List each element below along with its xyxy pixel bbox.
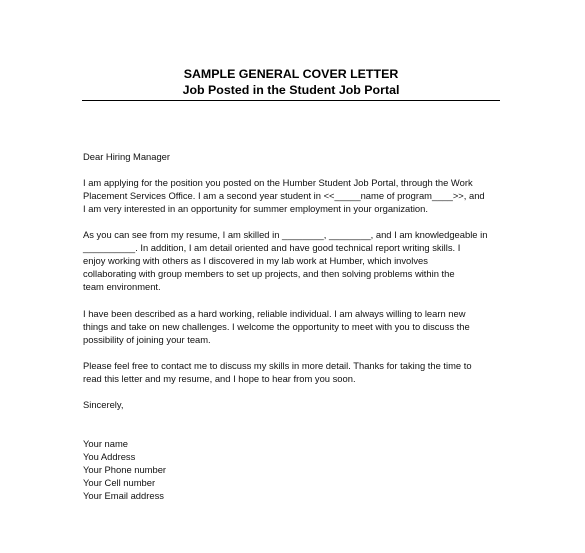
paragraph-line: collaborating with group members to set up projects, and then solving problems within the xyxy=(83,268,455,280)
paragraph-2 xyxy=(83,228,503,293)
paragraph-1 xyxy=(83,176,503,215)
paragraph-line: things and take on new challenges. I welcome the opportunity to meet with you to discuss the xyxy=(83,321,470,333)
closing: Sincerely, xyxy=(83,399,124,410)
letter-header xyxy=(82,66,500,98)
paragraph-3 xyxy=(83,307,503,346)
paragraph-line: team environment. xyxy=(83,281,161,293)
paragraph-line: As you can see from my resume, I am skilled in ________, ________, and I am knowledgeable in xyxy=(83,229,488,240)
header-divider xyxy=(82,100,500,101)
paragraph-line: Placement Services Office. I am a second year student in <<_____name of program____>>, and xyxy=(83,190,485,202)
signature-address: You Address xyxy=(83,451,136,463)
paragraph-line: I am applying for the position you posted on the Humber Student Job Portal, through the Work xyxy=(83,177,473,188)
signature-cell: Your Cell number xyxy=(83,477,156,489)
paragraph-line: I am very interested in an opportunity for summer employment in your organization. xyxy=(83,203,428,215)
salutation: Dear Hiring Manager xyxy=(83,151,171,162)
paragraph-line: enjoy working with others as I discovered in my lab work at Humber, which involves xyxy=(83,255,428,267)
document-title: SAMPLE GENERAL COVER LETTER xyxy=(183,67,399,81)
signature-block xyxy=(83,437,503,502)
signature-phone: Your Phone number xyxy=(83,464,167,476)
paragraph-line: Please feel free to contact me to discuss my skills in more detail. Thanks for taking the time to xyxy=(83,360,472,371)
paragraph-4 xyxy=(83,359,503,385)
paragraph-line: I have been described as a hard working, reliable individual. I am always willing to learn new xyxy=(83,308,466,319)
paragraph-line: read this letter and my resume, and I hope to hear from you soon. xyxy=(83,373,356,385)
paragraph-line: possibility of joining your team. xyxy=(83,334,211,346)
document-subtitle: Job Posted in the Student Job Portal xyxy=(182,83,400,97)
signature-name: Your name xyxy=(83,438,128,449)
paragraph-line: __________. In addition, I am detail oriented and have good technical report writing skills. I xyxy=(83,242,461,254)
signature-email: Your Email address xyxy=(83,490,164,502)
